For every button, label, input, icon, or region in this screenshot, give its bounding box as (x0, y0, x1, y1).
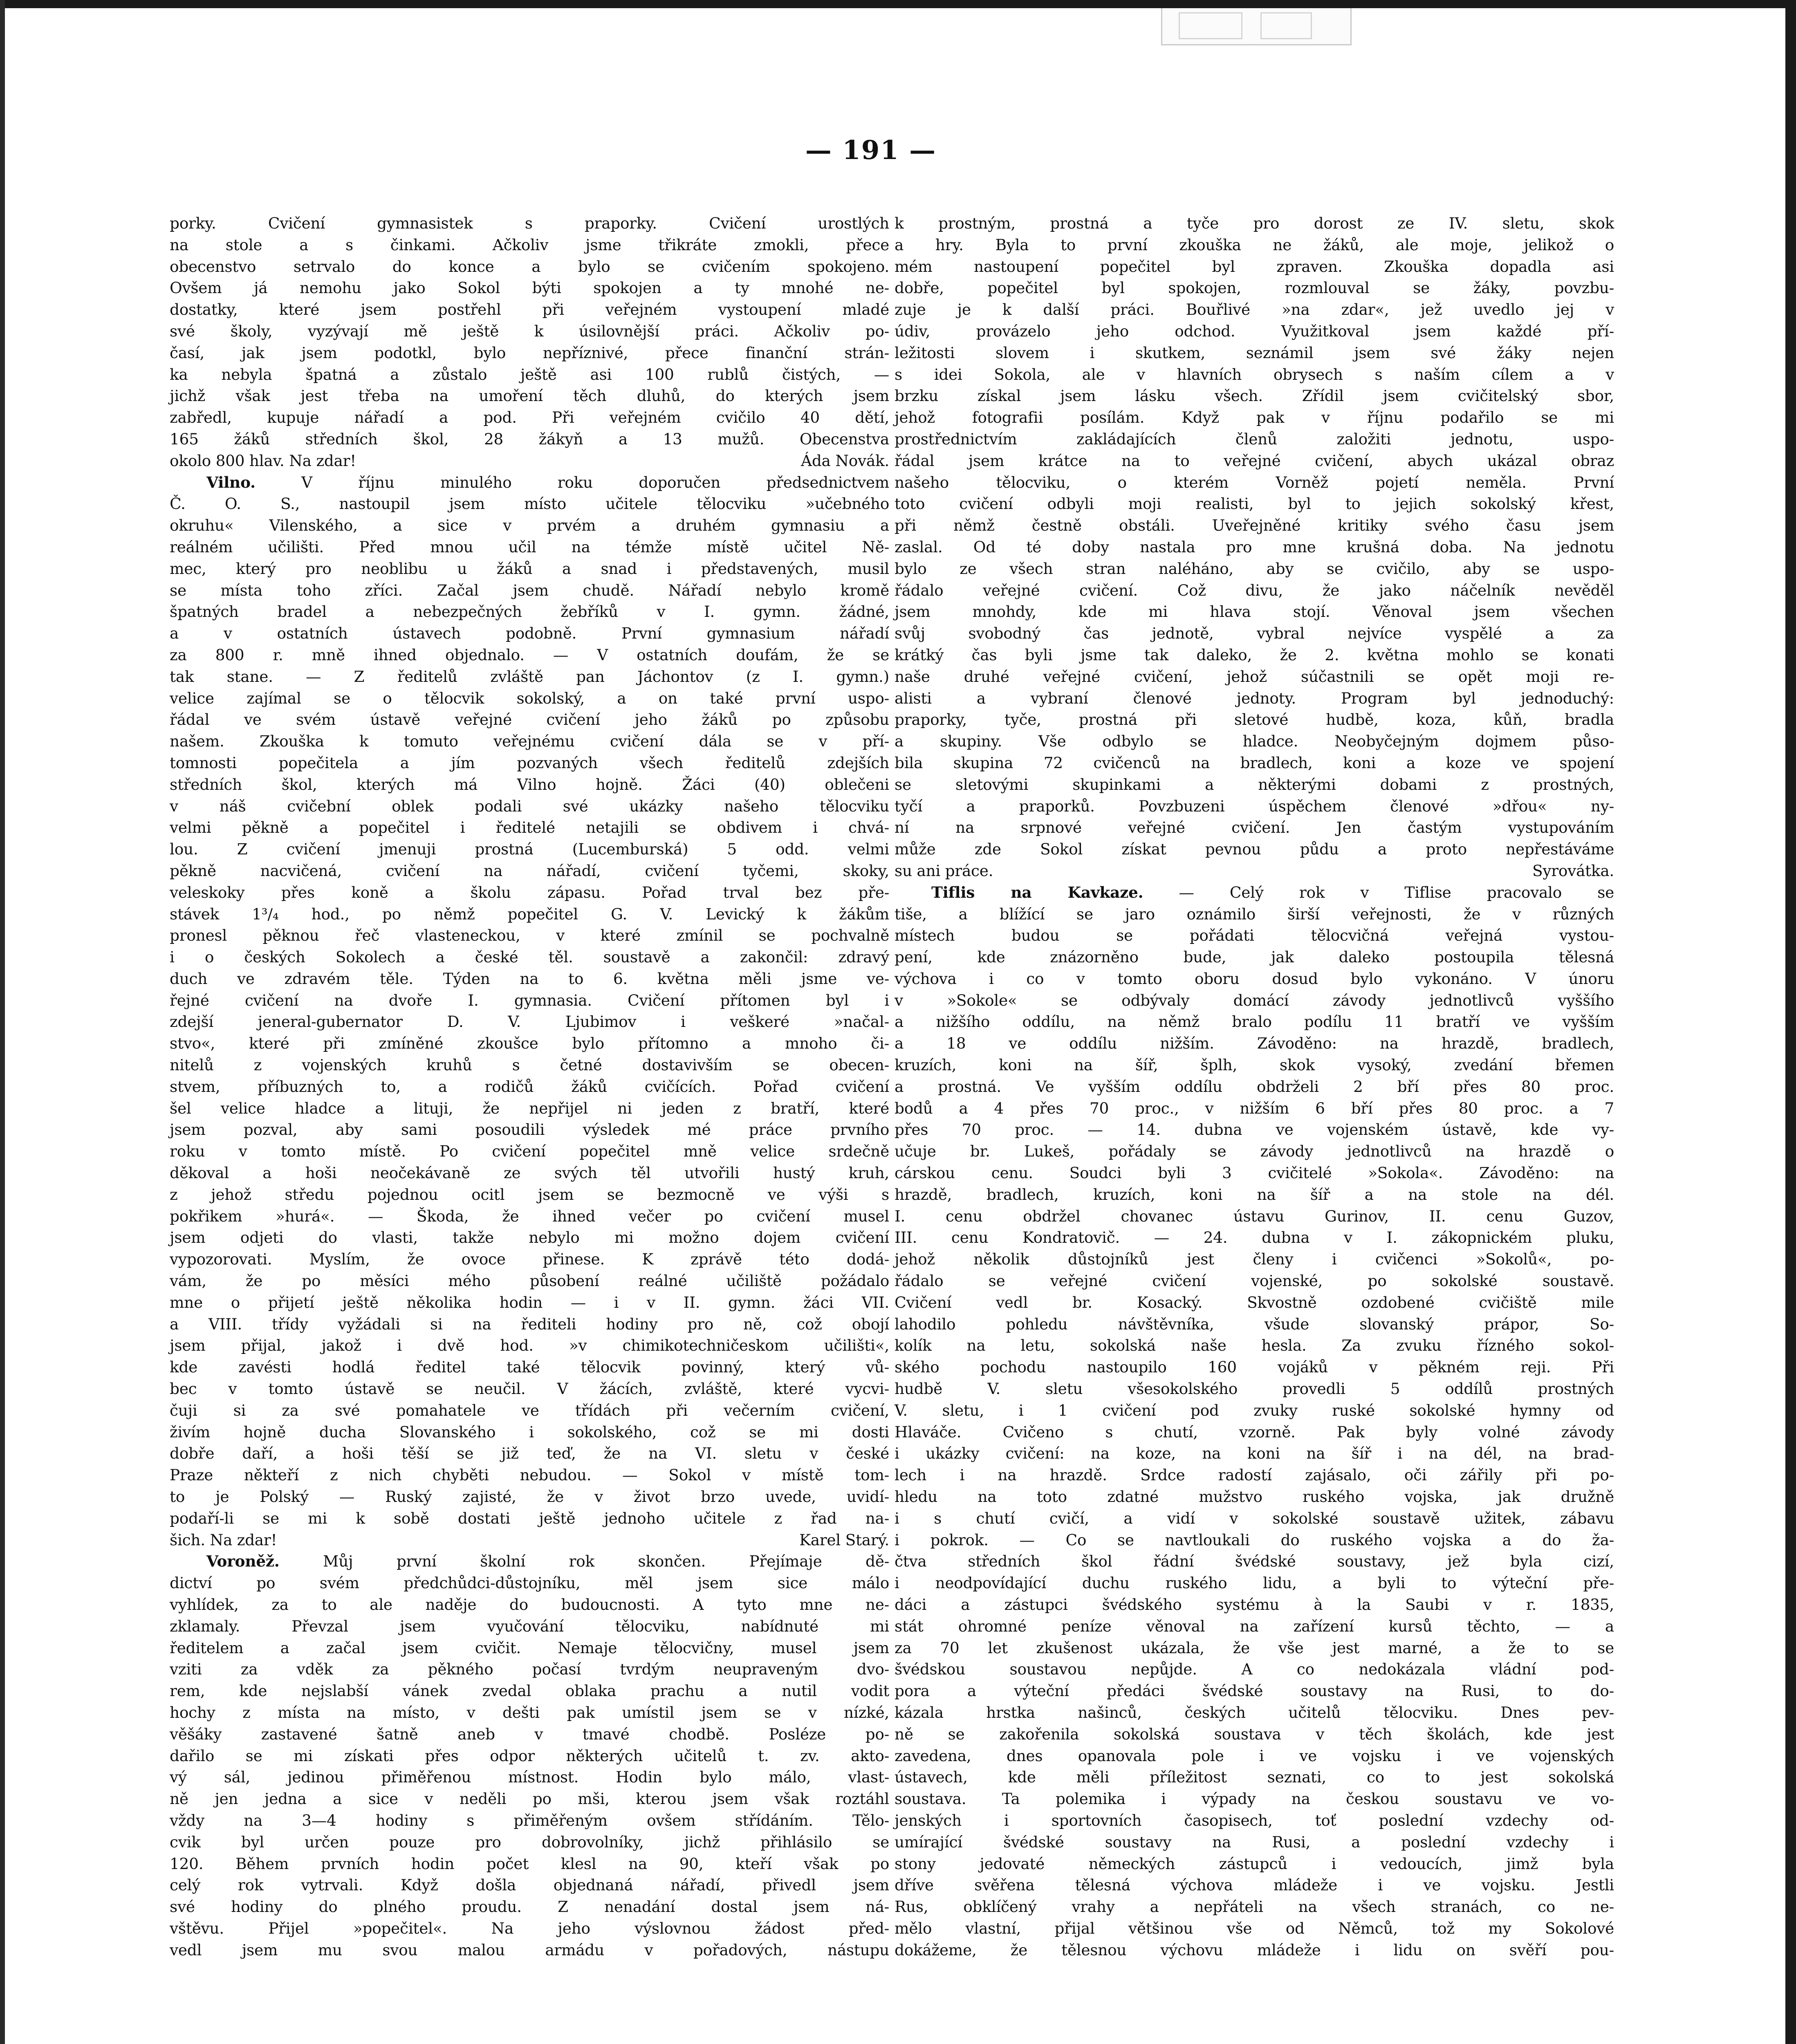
text-line: vám, že po měsíci mého působení reálné učiliště požádalo (170, 1272, 889, 1290)
text-line: a prostná. Ve vyšším oddílu obdrželi 2 bří přes 80 proc. (895, 1077, 1614, 1096)
text-line: učuje br. Lukeš, pořádaly se závody jednotlivců na hrazdě o (895, 1142, 1614, 1161)
text-line: cárskou cenu. Soudci byli 3 cvičitelé »Sokola«. Závoděno: na (895, 1164, 1614, 1182)
text-line: vyhlídek, za to ale naděje do budoucnosti. A tyto mne ne- (170, 1596, 889, 1614)
text-line: pení, kde znázorněno bude, jak daleko postoupila tělesná (895, 948, 1614, 966)
text-line: živím hojně ducha Slovanského i sokolského, což se mi dosti (170, 1423, 889, 1441)
text-line: porky. Cvičení gymnasistek s praporky. Cvičení urostlých (170, 214, 889, 232)
stamp-box-left (1179, 12, 1242, 39)
text-line: čtva středních škol řádní švédské soustavy, jež byla cizí, (895, 1552, 1614, 1571)
text-line: krátký čas byli jsme tak daleko, že 2. května mohlo se konati (895, 645, 1614, 664)
text-line: Ovšem já nemohu jako Sokol býti spokojen a ty mnohé ne- (170, 279, 889, 297)
text-line: i ukázky cvičení: na koze, na koni na šíř i na dél, na brad- (895, 1444, 1614, 1463)
text-line: tak stane. — Z ředitelů zvláště pan Jáchontov (z I. gymn.) (170, 667, 889, 686)
text-line: dařilo se mi získati přes odpor některých učitelů t. zv. akto- (170, 1746, 889, 1765)
text-line: to je Polský — Ruský zajisté, že v život brzo uvede, uvidí- (170, 1488, 889, 1506)
text-line: dokážeme, že tělesnou výchovu mládeže i lidu on svěří pou- (895, 1941, 1614, 1959)
text-line: pěkně nacvičená, cvičení na nářadí, cvičení tyčemi, skoky, (170, 861, 889, 880)
text-line: toto cvičení odbyli moji realisti, byl to jejich sokolský křest, (895, 495, 1614, 513)
text-line: vý sál, jedinou přiměřenou místnost. Hodin bylo málo, vlast- (170, 1768, 889, 1786)
text-line: rem, kde nejslabší vánek zvedal oblaka prachu a nutil vodit (170, 1682, 889, 1700)
text-line: dictví po svém předchůdci-důstojníku, měl jsem sice málo (170, 1574, 889, 1592)
text-line: Č. O. S., nastoupil jsem místo učitele tělocviku »učebného (170, 495, 889, 513)
text-line: na stole a s činkami. Ačkoliv jsme třikráte zmokli, přece (170, 235, 889, 254)
text-line: kde zavésti hodlá ředitel také tělocvik povinný, který vů- (170, 1358, 889, 1376)
text-line: místech budou se pořádati tělocvičná veřejná vystou- (895, 926, 1614, 945)
text-line: velice zajímal se o tělocvik sokolský, a on také první uspo- (170, 689, 889, 707)
text-line: dostatky, které jsem postřehl při veřejném vystoupení mladé (170, 300, 889, 319)
text-line: bodů a 4 přes 70 proc., v nižším 6 bří přes 80 proc. a 7 (895, 1099, 1614, 1117)
text-line: za 800 r. mně ihned objednalo. — V ostatních doufám, že se (170, 645, 889, 664)
text-line: našem. Zkouška k tomuto veřejnému cvičení dála se v pří- (170, 732, 889, 751)
text-line: velmi pěkně a popečitel i ředitelé netajili se obdivem i chvá- (170, 818, 889, 837)
text-line: ně jen jedna a sice v neděli po mši, kterou jsem však roztáhl (170, 1790, 889, 1808)
text-line: se sletovými skupinkami a některými dobami z prostných, (895, 775, 1614, 793)
text-line: i pokrok. — Co se navtloukali do ruského vojska a do ža- (895, 1531, 1614, 1549)
text-line: čuji si za své pomahatele ve třídách při večerním cvičení, (170, 1401, 889, 1419)
text-line: jsem pozval, aby sami posoudili výsledek mé práce prvního (170, 1121, 889, 1139)
text-line: mém nastoupení popečitel byl zpraven. Zkouška dopadla asi (895, 257, 1614, 276)
author-signature: Syrovátka. (1532, 861, 1614, 880)
text-line: dobře, popečitel byl spokojen, rozmlouval se žáky, povzbu- (895, 279, 1614, 297)
scan-border-left (0, 0, 5, 2044)
text-line: vedl jsem mu svou malou armádu v pořadových, nástupu (170, 1941, 889, 1959)
left-text-column (170, 213, 889, 1961)
text-line: zdejší jeneral-gubernator D. V. Ljubimov i veškeré »načal- (170, 1013, 889, 1031)
text-line: mělo vlastní, přijal většinou vše od Němců, tož my Sokolové (895, 1919, 1614, 1937)
text-line: své hodiny do plného proudu. Z nenadání dostal jsem ná- (170, 1898, 889, 1916)
text-line: ústavech, kde měli příležitost seznati, co to jest sokolská (895, 1768, 1614, 1786)
author-signature: Karel Starý. (799, 1531, 889, 1549)
text-line: stony jedovaté německých zástupců i vedoucích, jimž byla (895, 1854, 1614, 1873)
text-line: za 70 let zkušenost ukázala, že vše jest marné, a že to se (895, 1638, 1614, 1657)
text-line: ležitosti slovem i skutkem, seznámil jsem své žáky nejen (895, 343, 1614, 362)
text-line: umírající švédské soustavy na Rusi, a poslední vzdechy i (895, 1833, 1614, 1851)
text-line: naše druhé veřejné cvičení, jehož súčastnili se opět moji re- (895, 667, 1614, 686)
text-line: okruhu« Vilenského, a sice v prvém a druhém gymnasiu a (170, 516, 889, 535)
text-line: jsem mnohdy, kde mi hlava stojí. Věnoval jsem všechen (895, 603, 1614, 621)
text-line: hudbě V. sletu všesokolského provedli 5 oddílů prostných (895, 1380, 1614, 1398)
text-line: mec, který pro neoblibu u žáků a snad i představených, musil (170, 559, 889, 578)
section-lead-text: — Celý rok v Tiflise pracovalo se (1143, 883, 1614, 901)
text-line: v náš cvičební oblek podali své ukázky našeho tělocviku (170, 797, 889, 815)
text-line: stát ohromné peníze věnoval na zařízení kursů těchto, — a (895, 1617, 1614, 1635)
text-line: hochy z místa na místo, v dešti pak umístil jsem se v nízké, (170, 1703, 889, 1721)
text-line: vziti za vděk za pěkného počasí tvrdým neupraveným dvo- (170, 1660, 889, 1679)
text-line: reálném učilišti. Před mnou učil na témže místě učitel Ně- (170, 538, 889, 556)
text-line: pora a výteční předáci švédské soustavy na Rusi, to do- (895, 1682, 1614, 1700)
text-line: Praze někteří z nich chyběti nebudou. — Sokol v místě tom- (170, 1466, 889, 1484)
text-line: zuje je k další práci. Bouřlivé »na zdar«, jež uvedlo jej v (895, 300, 1614, 319)
text-line: stvo«, které při zmíněné zkoušce bylo přítomno a mnoho či- (170, 1034, 889, 1053)
text-line: časí, jak jsem podotkl, bylo nepříznivé, přece finanční strán- (170, 343, 889, 362)
scan-border-top (0, 0, 1796, 8)
stamp-box-right (1260, 12, 1312, 39)
section-heading: Tiflis na Kavkaze. (931, 883, 1144, 901)
text-line: celý rok vytrvali. Když došla objednaná nářadí, přivedl jsem (170, 1876, 889, 1894)
text-line: duch ve zdravém těle. Týden na to 6. května měli jsme ve- (170, 969, 889, 988)
text-line: v »Sokole« se odbývaly domácí závody jednotlivců vyššího (895, 991, 1614, 1009)
text-line: hledu na toto zdatné mužstvo ruského vojska, jak družně (895, 1488, 1614, 1506)
text-line: vypozorovati. Myslím, že ovoce přinese. K zprávě této dodá- (170, 1250, 889, 1269)
text-line: z jehož středu pojednou ocitl jsem se bezmocně ve výši s (170, 1185, 889, 1204)
text-line (170, 1529, 889, 1551)
text-line: dříve svěřena tělesná výchova mládeže i ve vojsku. Jestli (895, 1876, 1614, 1894)
text-line: lech i na hrazdě. Srdce radostí zajásalo, oči zářily při po- (895, 1466, 1614, 1484)
text-line: a v ostatních ústavech podobně. První gymnasium nářadí (170, 624, 889, 643)
text-line: výchova i co v tomto oboru dosud bylo vykonáno. V únoru (895, 969, 1614, 988)
text-line: jenských i sportovních časopisech, toť poslední vzdechy od- (895, 1811, 1614, 1829)
text-line: Rus, obklíčený vrahy a nepřáteli na všech stranách, co ne- (895, 1898, 1614, 1916)
page-number: — 191 — (805, 135, 937, 166)
text-line: brzku získal jsem lásku všech. Zřídil jsem cvičitelský sbor, (895, 387, 1614, 405)
text-line: šel velice hladce a lituji, že nepřijel ni jeden z bratří, které (170, 1099, 889, 1117)
text-line: řejné cvičení na dvoře I. gymnasia. Cvičení přítomen byl i (170, 991, 889, 1009)
text-line: děkoval a hoši neočekávaně ze svých těl utvořili hustý kruh, (170, 1164, 889, 1182)
section-heading: Vilno. (206, 473, 256, 491)
scan-border-right (1785, 0, 1796, 2044)
text-line: špatných bradel a nebezpečných žebříků v I. gymn. žádné, (170, 603, 889, 621)
text-line (170, 472, 889, 493)
text-line: bec v tomto ústavě se neučil. V žácích, zvláště, které vycvi- (170, 1380, 889, 1398)
text-line: švédskou soustavou nepůjde. A co nedokázala vládní pod- (895, 1660, 1614, 1679)
text-line: I. cenu obdržel chovanec ústavu Gurinov, II. cenu Guzov, (895, 1207, 1614, 1225)
text-line: tyčí a praporků. Povzbuzeni úspěchem členové »dřou« ny- (895, 797, 1614, 815)
text-line: své školy, vyzývají mě ještě k úsilovnější práci. Ačkoliv po- (170, 322, 889, 340)
text-line: dáci a zástupci švédského systému à la Saubi v r. 1835, (895, 1596, 1614, 1614)
text-line: jehož fotografii posílám. Když pak v říjnu podařilo se mi (895, 408, 1614, 427)
text-line: jehož několik důstojníků jest členy i cvičenci »Sokolů«, po- (895, 1250, 1614, 1269)
text-line: dobře daří, a hoši těší se již teď, že na VI. sletu v české (170, 1444, 889, 1463)
text-line (895, 860, 1614, 882)
text-line: a VIII. třídy vyžádali si na řediteli hodiny pro ně, což obojí (170, 1315, 889, 1333)
text-line: bila skupina 72 cvičenců na bradlech, koni a koze ve spojení (895, 753, 1614, 772)
text-line: kruzích, koni na šíř, šplh, skok vysoký, zvedání břemen (895, 1056, 1614, 1074)
text-line: praporky, tyče, prostná při sletové hudbě, koza, kůň, bradla (895, 710, 1614, 729)
text-line: alisti a vybraní členové jednoty. Program byl jednoduchý: (895, 689, 1614, 707)
text-line: mne o přijetí ještě několika hodin — i v II. gymn. žáci VII. (170, 1293, 889, 1311)
text-line: jsem odjeti do vlasti, takže nebylo mi možno dojem cvičení (170, 1228, 889, 1247)
text-line: může zde Sokol získat pevnou půdu a proto nepřestáváme (895, 840, 1614, 858)
text-line: Hlaváče. Cvičeno s chutí, vzorně. Pak byly volné závody (895, 1423, 1614, 1441)
text-line: soustava. Ta polemika i výpady na českou soustavu ve vo- (895, 1790, 1614, 1808)
text-line: hrazdě, bradlech, kruzích, koni na šíř a na stole na dél. (895, 1185, 1614, 1204)
text-line: cvik byl určen pouze pro dobrovolníky, jichž přihlásilo se (170, 1833, 889, 1851)
text-line (895, 882, 1614, 903)
closing-text: su ani práce. (895, 861, 993, 880)
text-line: a nižšího oddílu, na němž bralo podílu 11 bratří ve vyšším (895, 1013, 1614, 1031)
text-line: našeho tělocviku, o kterém Vorněž pojetí neměla. První (895, 473, 1614, 491)
text-line: lahodilo pohledu návštěvníka, všude slovanský prápor, So- (895, 1315, 1614, 1333)
text-line: ského pochodu nastoupilo 160 vojáků v pěkném reji. Při (895, 1358, 1614, 1376)
right-text-column (895, 213, 1614, 1961)
text-line: ní na srpnové veřejné cvičení. Jen častým vystupováním (895, 818, 1614, 837)
text-line: řádalo veřejné cvičení. Což divu, že jako náčelník nevěděl (895, 581, 1614, 599)
text-line: Cvičení vedl br. Kosacký. Skvostně ozdobené cvičiště mile (895, 1293, 1614, 1311)
text-line: V. sletu, i 1 cvičení pod zvuky ruské sokolské hymny od (895, 1401, 1614, 1419)
text-line: ně se zakořenila sokolská soustava v těch školách, kde jest (895, 1725, 1614, 1743)
text-line: svůj svobodný čas jednotě, vybral nejvíce vyspělé a za (895, 624, 1614, 643)
text-line: k prostným, prostná a tyče pro dorost ze IV. sletu, skok (895, 214, 1614, 232)
text-line: prostřednictvím zakládajících členů založiti jednotu, uspo- (895, 430, 1614, 448)
section-lead-text: V říjnu minulého roku doporučen předsednictvem (255, 473, 889, 491)
author-signature: Áda Novák. (801, 451, 889, 470)
text-line: pokřikem »hurá«. — Škoda, že ihned večer po cvičení musel (170, 1207, 889, 1225)
text-line: 165 žáků středních škol, 28 žákyň a 13 mužů. Obecenstva (170, 430, 889, 448)
text-line: a 18 ve oddílu nižším. Závoděno: na hrazdě, bradlech, (895, 1034, 1614, 1053)
text-line: řádalo se veřejné cvičení vojenské, po sokolské soustavě. (895, 1272, 1614, 1290)
text-line: ka nebyla špatná a zůstalo ještě asi 100 rublů čistých, — (170, 365, 889, 383)
library-stamp-mark (1161, 8, 1352, 45)
text-line: III. cenu Kondratovič. — 24. dubna v I. zákopnickém pluku, (895, 1228, 1614, 1247)
text-line: při němž čestně obstáli. Uveřejněné kritiky svého času jsem (895, 516, 1614, 535)
section-lead-text: Můj první školní rok skončen. Přejímaje dě- (279, 1552, 889, 1571)
text-line: i neodpovídající duchu ruského lidu, a byli to výteční pře- (895, 1574, 1614, 1592)
text-line: ředitelem a začal jsem cvičit. Nemaje tělocvičny, musel jsem (170, 1638, 889, 1657)
text-line: jichž však jest třeba na umoření těch dluhů, do kterých jsem (170, 387, 889, 405)
text-line: tiše, a blížící se jaro oznámilo širší veřejnosti, že v různých (895, 905, 1614, 923)
text-line: i o českých Sokolech a české těl. soustavě a zakončil: zdravý (170, 948, 889, 966)
text-line: pronesl pěknou řeč vlasteneckou, v které zmínil se pochvalně (170, 926, 889, 945)
text-line: tomnosti popečitela a jím pozvaných všech ředitelů zdejších (170, 753, 889, 772)
text-line: obecenstvo setrvalo do konce a bylo se cvičením spokojeno. (170, 257, 889, 276)
text-line: řádal jsem krátce na to veřejné cvičení, abych ukázal obraz (895, 451, 1614, 470)
text-line: veleskoky přes koně a školu zápasu. Pořad trval bez pře- (170, 883, 889, 901)
text-line: kolík na letu, sokolská naše hesla. Za zvuku řízného sokol- (895, 1336, 1614, 1355)
section-heading: Voroněž. (206, 1552, 280, 1571)
text-line: bylo ze všech stran naléháno, aby se cvičilo, aby se uspo- (895, 559, 1614, 578)
text-line: kázala hrstka našinců, českých učitelů tělocviku. Dnes pev- (895, 1703, 1614, 1721)
text-line: středních škol, kterých má Vilno hojně. Žáci (40) oblečeni (170, 775, 889, 793)
text-line: stávek 1³/₄ hod., po němž popečitel G. V. Levický k žákům (170, 905, 889, 923)
text-line: vždy na 3—4 hodiny s přiměřeným ovšem střídáním. Tělo- (170, 1811, 889, 1829)
text-line: podaří-li se mi k sobě dostati ještě jednoho učitele z řad na- (170, 1509, 889, 1527)
text-line: zavedena, dnes opanovala pole i ve vojsku i ve vojenských (895, 1746, 1614, 1765)
text-line: a hry. Byla to první zkouška ne žáků, ale moje, jelikož o (895, 235, 1614, 254)
text-line: lou. Z cvičení jmenuji prostná (Lucemburská) 5 odd. velmi (170, 840, 889, 858)
text-line: řádal ve svém ústavě veřejné cvičení jeho žáků po způsobu (170, 710, 889, 729)
text-line: s idei Sokola, ale v hlavních obrysech s naším cílem a v (895, 365, 1614, 383)
text-line: zabředl, kupuje nářadí a pod. Při veřejném cvičilo 40 dětí, (170, 408, 889, 427)
text-line: a skupiny. Vše odbylo se hladce. Neobyčejným dojmem půso- (895, 732, 1614, 751)
text-line (170, 450, 889, 472)
closing-text: šich. Na zdar! (170, 1531, 277, 1549)
text-line: jsem přijal, jakož i dvě hod. »v chimikotechničeskom učilišti«, (170, 1336, 889, 1355)
text-line: se místa toho zříci. Začal jsem chudě. Nářadí nebylo kromě (170, 581, 889, 599)
text-line: vštěvu. Přijel »popečitel«. Na jeho výslovnou žádost před- (170, 1919, 889, 1937)
text-line: i s chutí cvičí, a vidí v sokolské soustavě užitek, zábavu (895, 1509, 1614, 1527)
text-line: zklamaly. Převzal jsem vyučování tělocviku, nabídnuté mi (170, 1617, 889, 1635)
text-line: údiv, provázelo jeho odchod. Využitkoval jsem každé pří- (895, 322, 1614, 340)
text-line: zaslal. Od té doby nastala pro mne krušná doba. Na jednotu (895, 538, 1614, 556)
text-line: roku v tomto místě. Po cvičení popečitel mně velice srdečně (170, 1142, 889, 1161)
text-line (170, 1551, 889, 1572)
closing-text: okolo 800 hlav. Na zdar! (170, 451, 356, 470)
text-line: 120. Během prvních hodin počet klesl na 90, kteří však po (170, 1854, 889, 1873)
text-line: stvem, příbuzných to, a rodičů žáků cvičících. Pořad cvičení (170, 1077, 889, 1096)
text-line: nitelů z vojenských kruhů s četné dostavivším se obecen- (170, 1056, 889, 1074)
text-line: přes 70 proc. — 14. dubna ve vojenském ústavě, kde vy- (895, 1121, 1614, 1139)
text-line: věšáky zastavené šatně aneb v tmavé chodbě. Posléze po- (170, 1725, 889, 1743)
